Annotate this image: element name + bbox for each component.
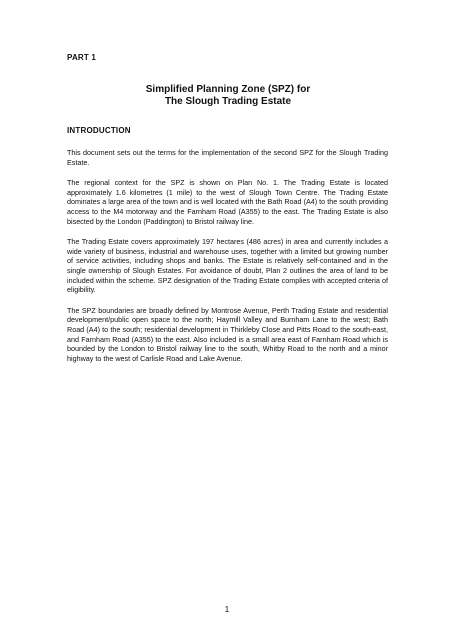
paragraph-2: The regional context for the SPZ is shown on Plan No. 1. The Trading Estate is located approximately 1.6 kilometres (1 mile) to the west of Slough Town Centre. The Trading Estate dominates a large area of the town and is well located with the Bath Road (A4) to the south providing access to the M4 motorway and the Farnham Road (A355) to the east. The Trading Estate is also bisected by the London (Paddington) to Bristol railway line. — [67, 178, 388, 226]
paragraph-3: The Trading Estate covers approximately 197 hectares (486 acres) in area and currently includes a wide variety of business, industrial and warehouse uses, together with a limited but growing number of service activities, including shops and banks. The Estate is relatively self-contained and in the single ownership of Slough Estates. For avoidance of doubt, Plan 2 outlines the area of land to be included within the scheme. SPZ designation of the Trading Estate complies with accepted criteria of eligibility. — [67, 237, 388, 295]
section-heading: INTRODUCTION — [67, 126, 131, 135]
title-line-1: Simplified Planning Zone (SPZ) for — [145, 84, 311, 95]
part-label: PART 1 — [67, 53, 97, 62]
page-number: 1 — [224, 605, 230, 614]
paragraph-4: The SPZ boundaries are broadly defined by Montrose Avenue, Perth Trading Estate and residential development/public open space to the north; Haymill Valley and Burnham Lane to the west; Bath Road (A4) to the south; residential development in Thirkleby Close and Pitts Road to the south-east, and Farnham Road (A355) to the east. Also included is a small area east of Farnham Road which is bounded by the London to Bristol railway line to the south, Whitby Road to the north and a minor highway to the west of Carlisle Road and Lake Avenue. — [67, 305, 388, 363]
title-line-2: The Slough Trading Estate — [164, 96, 292, 107]
document-body — [67, 148, 388, 374]
paragraph-1: This document sets out the terms for the implementation of the second SPZ for the Slough Trading Estate. — [67, 148, 388, 167]
document-title — [67, 84, 389, 108]
